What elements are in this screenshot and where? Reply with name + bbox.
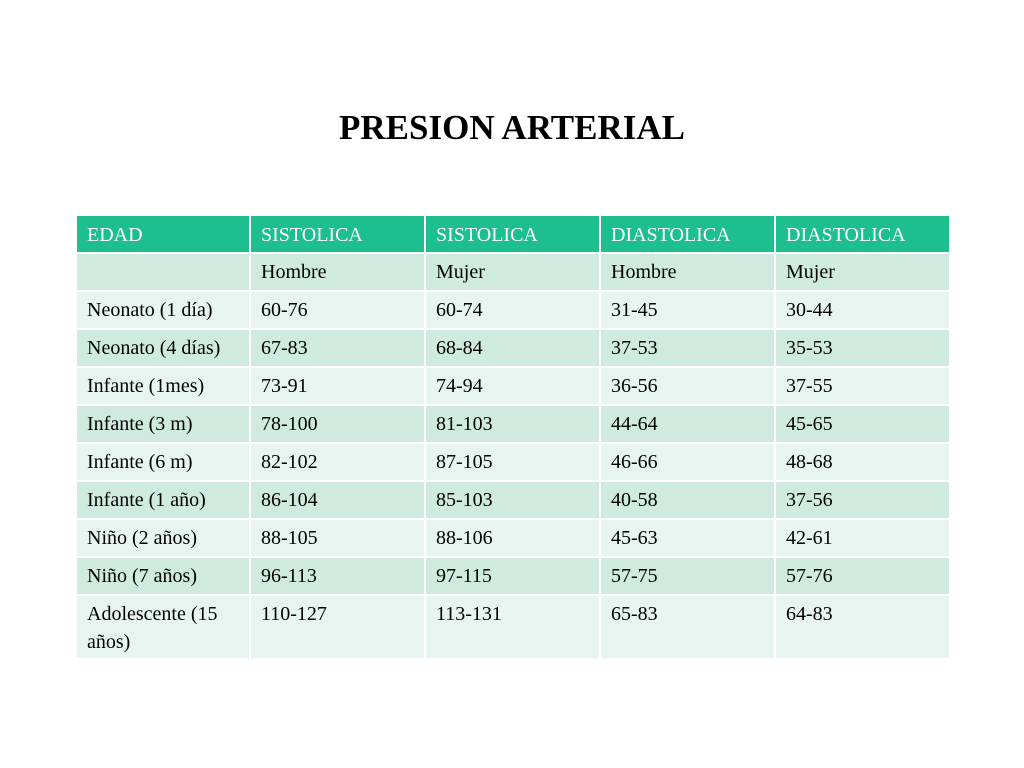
page-title: PRESION ARTERIAL xyxy=(339,108,685,147)
header-row xyxy=(76,215,950,253)
value-cell: 44-64 xyxy=(600,405,775,443)
value-cell: 37-56 xyxy=(775,481,950,519)
age-cell: Niño (7 años) xyxy=(76,557,250,595)
table-row xyxy=(76,291,950,329)
value-cell: 60-76 xyxy=(250,291,425,329)
subheader-cell: Mujer xyxy=(775,253,950,291)
value-cell: 68-84 xyxy=(425,329,600,367)
value-cell: 113-131 xyxy=(425,595,600,659)
table-row xyxy=(76,443,950,481)
age-cell: Neonato (1 día) xyxy=(76,291,250,329)
age-cell: Adolescente (15 años) xyxy=(76,595,250,659)
value-cell: 45-63 xyxy=(600,519,775,557)
value-cell: 57-75 xyxy=(600,557,775,595)
blood-pressure-table xyxy=(75,214,951,660)
subheader-row xyxy=(76,253,950,291)
age-cell: Infante (1mes) xyxy=(76,367,250,405)
value-cell: 37-53 xyxy=(600,329,775,367)
header-cell: DIASTOLICA xyxy=(775,215,950,253)
value-cell: 88-105 xyxy=(250,519,425,557)
subheader-cell xyxy=(76,253,250,291)
table-row xyxy=(76,481,950,519)
value-cell: 31-45 xyxy=(600,291,775,329)
value-cell: 57-76 xyxy=(775,557,950,595)
value-cell: 87-105 xyxy=(425,443,600,481)
value-cell: 96-113 xyxy=(250,557,425,595)
value-cell: 48-68 xyxy=(775,443,950,481)
header-cell: SISTOLICA xyxy=(425,215,600,253)
value-cell: 40-58 xyxy=(600,481,775,519)
age-cell: Neonato (4 días) xyxy=(76,329,250,367)
table-row xyxy=(76,405,950,443)
subheader-cell: Hombre xyxy=(600,253,775,291)
age-cell: Infante (3 m) xyxy=(76,405,250,443)
value-cell: 65-83 xyxy=(600,595,775,659)
table-row xyxy=(76,557,950,595)
value-cell: 73-91 xyxy=(250,367,425,405)
value-cell: 82-102 xyxy=(250,443,425,481)
subheader-cell: Mujer xyxy=(425,253,600,291)
table-row xyxy=(76,367,950,405)
value-cell: 36-56 xyxy=(600,367,775,405)
age-cell: Infante (1 año) xyxy=(76,481,250,519)
value-cell: 110-127 xyxy=(250,595,425,659)
header-cell: EDAD xyxy=(76,215,250,253)
value-cell: 42-61 xyxy=(775,519,950,557)
value-cell: 85-103 xyxy=(425,481,600,519)
value-cell: 64-83 xyxy=(775,595,950,659)
value-cell: 78-100 xyxy=(250,405,425,443)
value-cell: 45-65 xyxy=(775,405,950,443)
table-row xyxy=(76,595,950,659)
value-cell: 46-66 xyxy=(600,443,775,481)
value-cell: 37-55 xyxy=(775,367,950,405)
value-cell: 30-44 xyxy=(775,291,950,329)
value-cell: 74-94 xyxy=(425,367,600,405)
value-cell: 88-106 xyxy=(425,519,600,557)
table-row xyxy=(76,519,950,557)
age-cell: Infante (6 m) xyxy=(76,443,250,481)
value-cell: 60-74 xyxy=(425,291,600,329)
table-row xyxy=(76,329,950,367)
value-cell: 97-115 xyxy=(425,557,600,595)
header-cell: SISTOLICA xyxy=(250,215,425,253)
value-cell: 67-83 xyxy=(250,329,425,367)
subheader-cell: Hombre xyxy=(250,253,425,291)
header-cell: DIASTOLICA xyxy=(600,215,775,253)
value-cell: 81-103 xyxy=(425,405,600,443)
value-cell: 86-104 xyxy=(250,481,425,519)
value-cell: 35-53 xyxy=(775,329,950,367)
age-cell: Niño (2 años) xyxy=(76,519,250,557)
